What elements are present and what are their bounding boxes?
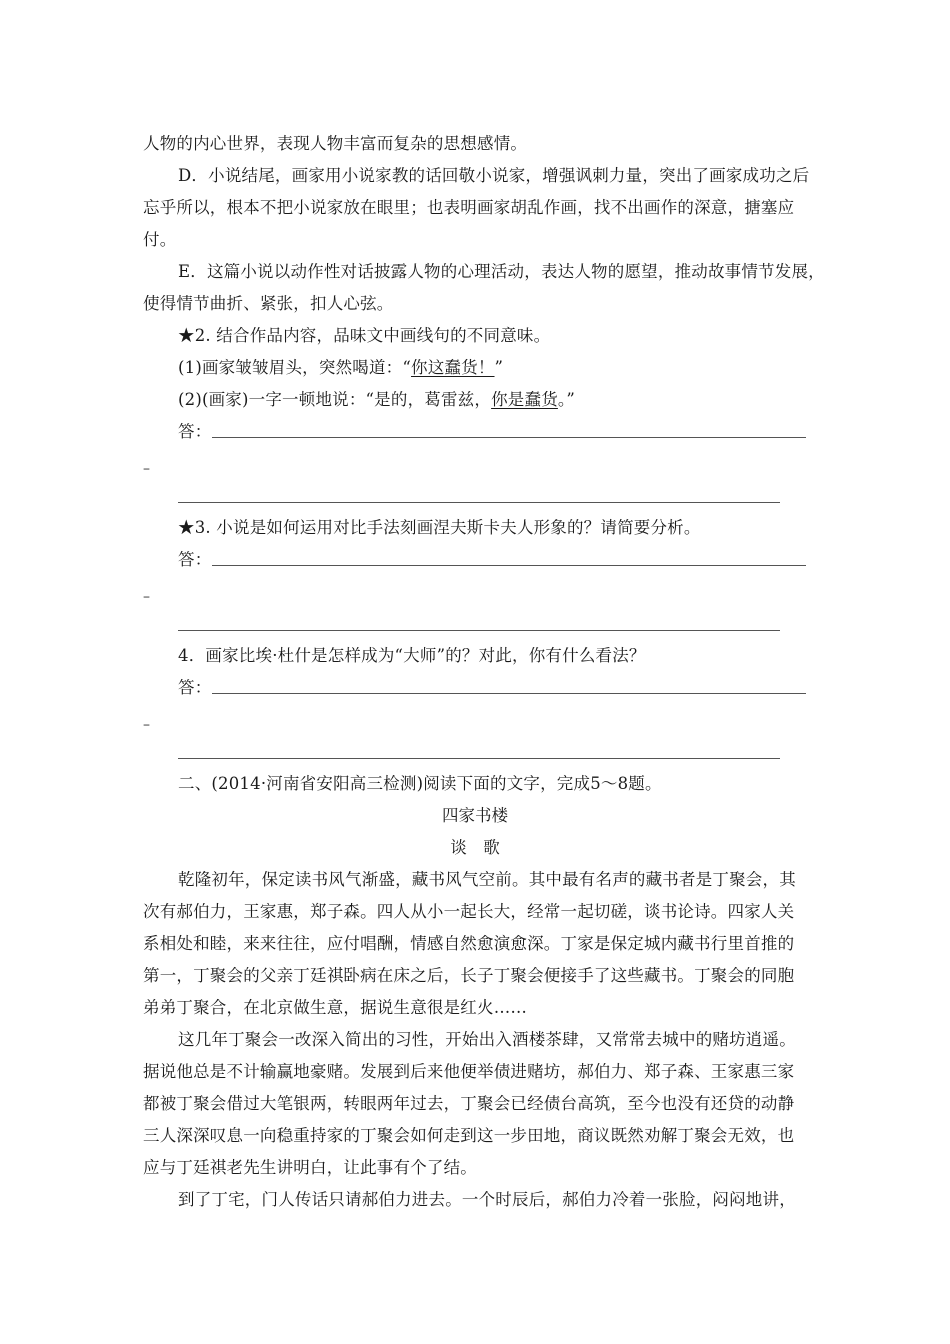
story-line: 弟弟丁聚合，在北京做生意，据说生意很是红火…… xyxy=(143,998,528,1017)
story-line: 第一，丁聚会的父亲丁廷祺卧病在床之后，长子丁聚会便接手了这些藏书。丁聚会的同胞 xyxy=(143,966,795,985)
story-line: 到了丁宅，门人传话只请郝伯力进去。一个时辰后，郝伯力冷着一张脸，闷闷地讲， xyxy=(178,1190,796,1209)
answer-line[interactable] xyxy=(178,502,780,503)
answer-line[interactable] xyxy=(212,565,806,566)
sentence-text: (1)画家皱皱眉头，突然喝道：“ xyxy=(178,358,412,377)
story-line: 应与丁廷祺老先生讲明白，让此事有个了结。 xyxy=(143,1158,477,1177)
stray-mark: – xyxy=(143,589,150,605)
story-line: 系相处和睦，来来往往，应付唱酬，情感自然愈演愈深。丁家是保定城内藏书行里首推的 xyxy=(143,934,795,953)
stray-mark: – xyxy=(143,461,150,477)
paragraph-line: 人物的内心世界，表现人物丰富而复杂的思想感情。 xyxy=(143,134,528,153)
story-line: 都被丁聚会借过大笔银两，转眼两年过去，丁聚会已经债台高筑，至今也没有还贷的动静 xyxy=(143,1094,795,1113)
question-2-sentence-2 xyxy=(178,389,575,411)
option-e-line: 使得情节曲折、紧张，扣人心弦。 xyxy=(143,294,394,313)
answer-line[interactable] xyxy=(178,630,780,631)
story-line: 次有郝伯力，王家惠，郑子森。四人从小一起长大，经常一起切磋，谈书论诗。四家人关 xyxy=(143,902,795,921)
story-line: 乾隆初年，保定读书风气渐盛，藏书风气空前。其中最有名声的藏书者是丁聚会，其 xyxy=(178,870,796,889)
stray-mark: – xyxy=(143,717,150,733)
story-title: 四家书楼 xyxy=(442,806,508,825)
story-author: 谈 歌 xyxy=(450,838,500,857)
sentence-text: (2)(画家)一字一顿地说：“是的，葛雷兹， xyxy=(178,390,492,409)
option-e-line: E．这篇小说以动作性对话披露人物的心理活动，表达人物的愿望，推动故事情节发展， xyxy=(178,262,825,281)
underlined-sentence: 你这蠢货！ xyxy=(411,358,495,377)
sentence-text: 。” xyxy=(557,390,575,409)
answer-line[interactable] xyxy=(212,437,806,438)
sentence-text: ” xyxy=(494,358,504,377)
answer-line[interactable] xyxy=(212,693,806,694)
question-2-stem: ★2. 结合作品内容，品味文中画线句的不同意味。 xyxy=(178,326,551,345)
answer-label: 答： xyxy=(178,550,212,569)
answer-label: 答： xyxy=(178,422,212,441)
section-header: 二、(2014·河南省安阳高三检测)阅读下面的文字，完成5～8题。 xyxy=(178,774,662,793)
story-line: 三人深深叹息一向稳重持家的丁聚会如何走到这一步田地，商议既然劝解丁聚会无效，也 xyxy=(143,1126,795,1145)
answer-label: 答： xyxy=(178,678,212,697)
option-d-line: D．小说结尾，画家用小说家教的话回敬小说家，增强讽刺力量，突出了画家成功之后 xyxy=(178,166,810,185)
question-4-stem: 4．画家比埃·杜什是怎样成为“大师”的？对此，你有什么看法？ xyxy=(178,646,646,665)
underlined-sentence: 你是蠢货 xyxy=(491,390,558,409)
story-line: 据说他总是不计输赢地豪赌。发展到后来他便举债进赌坊，郝伯力、郑子森、王家惠三家 xyxy=(143,1062,795,1081)
option-d-line: 付。 xyxy=(143,230,177,249)
answer-line[interactable] xyxy=(178,758,780,759)
story-line: 这几年丁聚会一改深入简出的习性，开始出入酒楼茶肆，又常常去城中的赌坊逍遥。 xyxy=(178,1030,796,1049)
option-d-line: 忘乎所以，根本不把小说家放在眼里；也表明画家胡乱作画，找不出画作的深意，搪塞应 xyxy=(143,198,795,217)
question-2-sentence-1 xyxy=(178,357,503,379)
question-3-stem: ★3. 小说是如何运用对比手法刻画涅夫斯卡夫人形象的？请简要分析。 xyxy=(178,518,701,537)
